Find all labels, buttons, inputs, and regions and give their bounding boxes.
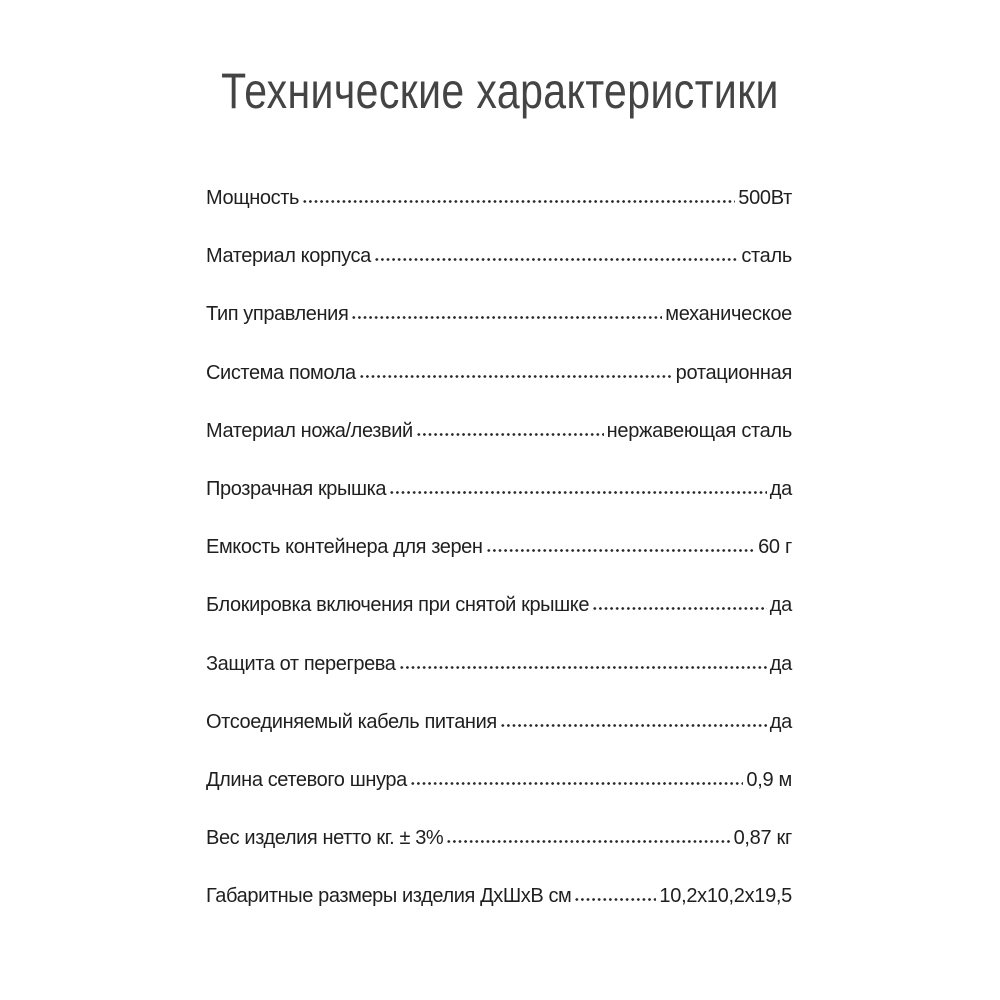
spec-row-net-weight [206,816,792,874]
spec-label: Отсоединяемый кабель питания [206,710,497,733]
spec-label: Прозрачная крышка [206,477,387,500]
spec-value: да [769,652,792,675]
page-title: Технические характеристики [221,63,779,119]
dot-leader [592,607,767,610]
spec-value: да [769,594,792,617]
dot-leader [389,491,767,494]
spec-row-blade-material [206,409,792,467]
spec-value: сталь [741,245,792,268]
spec-label: Система помола [206,361,356,384]
dot-leader [486,549,756,552]
spec-label: Тип управления [206,303,349,326]
spec-row-grinding-system [206,351,792,409]
spec-row-detachable-cable [206,700,792,758]
spec-row-lid-lock [206,583,792,641]
spec-label: Защита от перегрева [206,652,396,675]
spec-value: да [769,477,792,500]
spec-label: Габаритные размеры изделия ДхШхВ см [206,885,572,908]
spec-row-transparent-lid [206,467,792,525]
spec-value: 10,2x10,2x19,5 [659,885,792,908]
dot-leader [500,724,767,727]
spec-label: Емкость контейнера для зерен [206,536,483,559]
spec-value: 0,9 м [746,768,792,791]
spec-label: Материал корпуса [206,245,371,268]
spec-row-overheat-protection [206,642,792,700]
dot-leader [359,375,673,378]
spec-value: 60 г [758,536,792,559]
dot-leader [374,258,739,261]
spec-row-dimensions [206,874,792,932]
specifications-list [206,176,792,932]
dot-leader [410,782,744,785]
spec-value: нержавеющая сталь [606,419,792,442]
spec-label: Мощность [206,187,300,209]
spec-label: Длина сетевого шнура [206,768,407,791]
spec-label: Материал ножа/лезвий [206,419,413,442]
spec-value: да [769,710,792,733]
spec-row-bean-capacity [206,525,792,583]
spec-row-body-material [206,234,792,292]
spec-row-power [206,176,792,234]
spec-label: Вес изделия нетто кг. ± 3% [206,827,444,850]
spec-row-control-type [206,292,792,350]
spec-row-cord-length [206,758,792,816]
dot-leader [416,433,604,436]
dot-leader [574,898,656,901]
dot-leader [446,840,730,843]
spec-value: 0,87 кг [733,827,792,850]
dot-leader [351,316,662,319]
spec-value: механическое [665,303,792,326]
dot-leader [302,200,735,203]
spec-value: 500Вт [738,187,792,209]
dot-leader [399,666,767,669]
spec-label: Блокировка включения при снятой крышке [206,594,590,617]
spec-value: ротационная [675,361,792,384]
